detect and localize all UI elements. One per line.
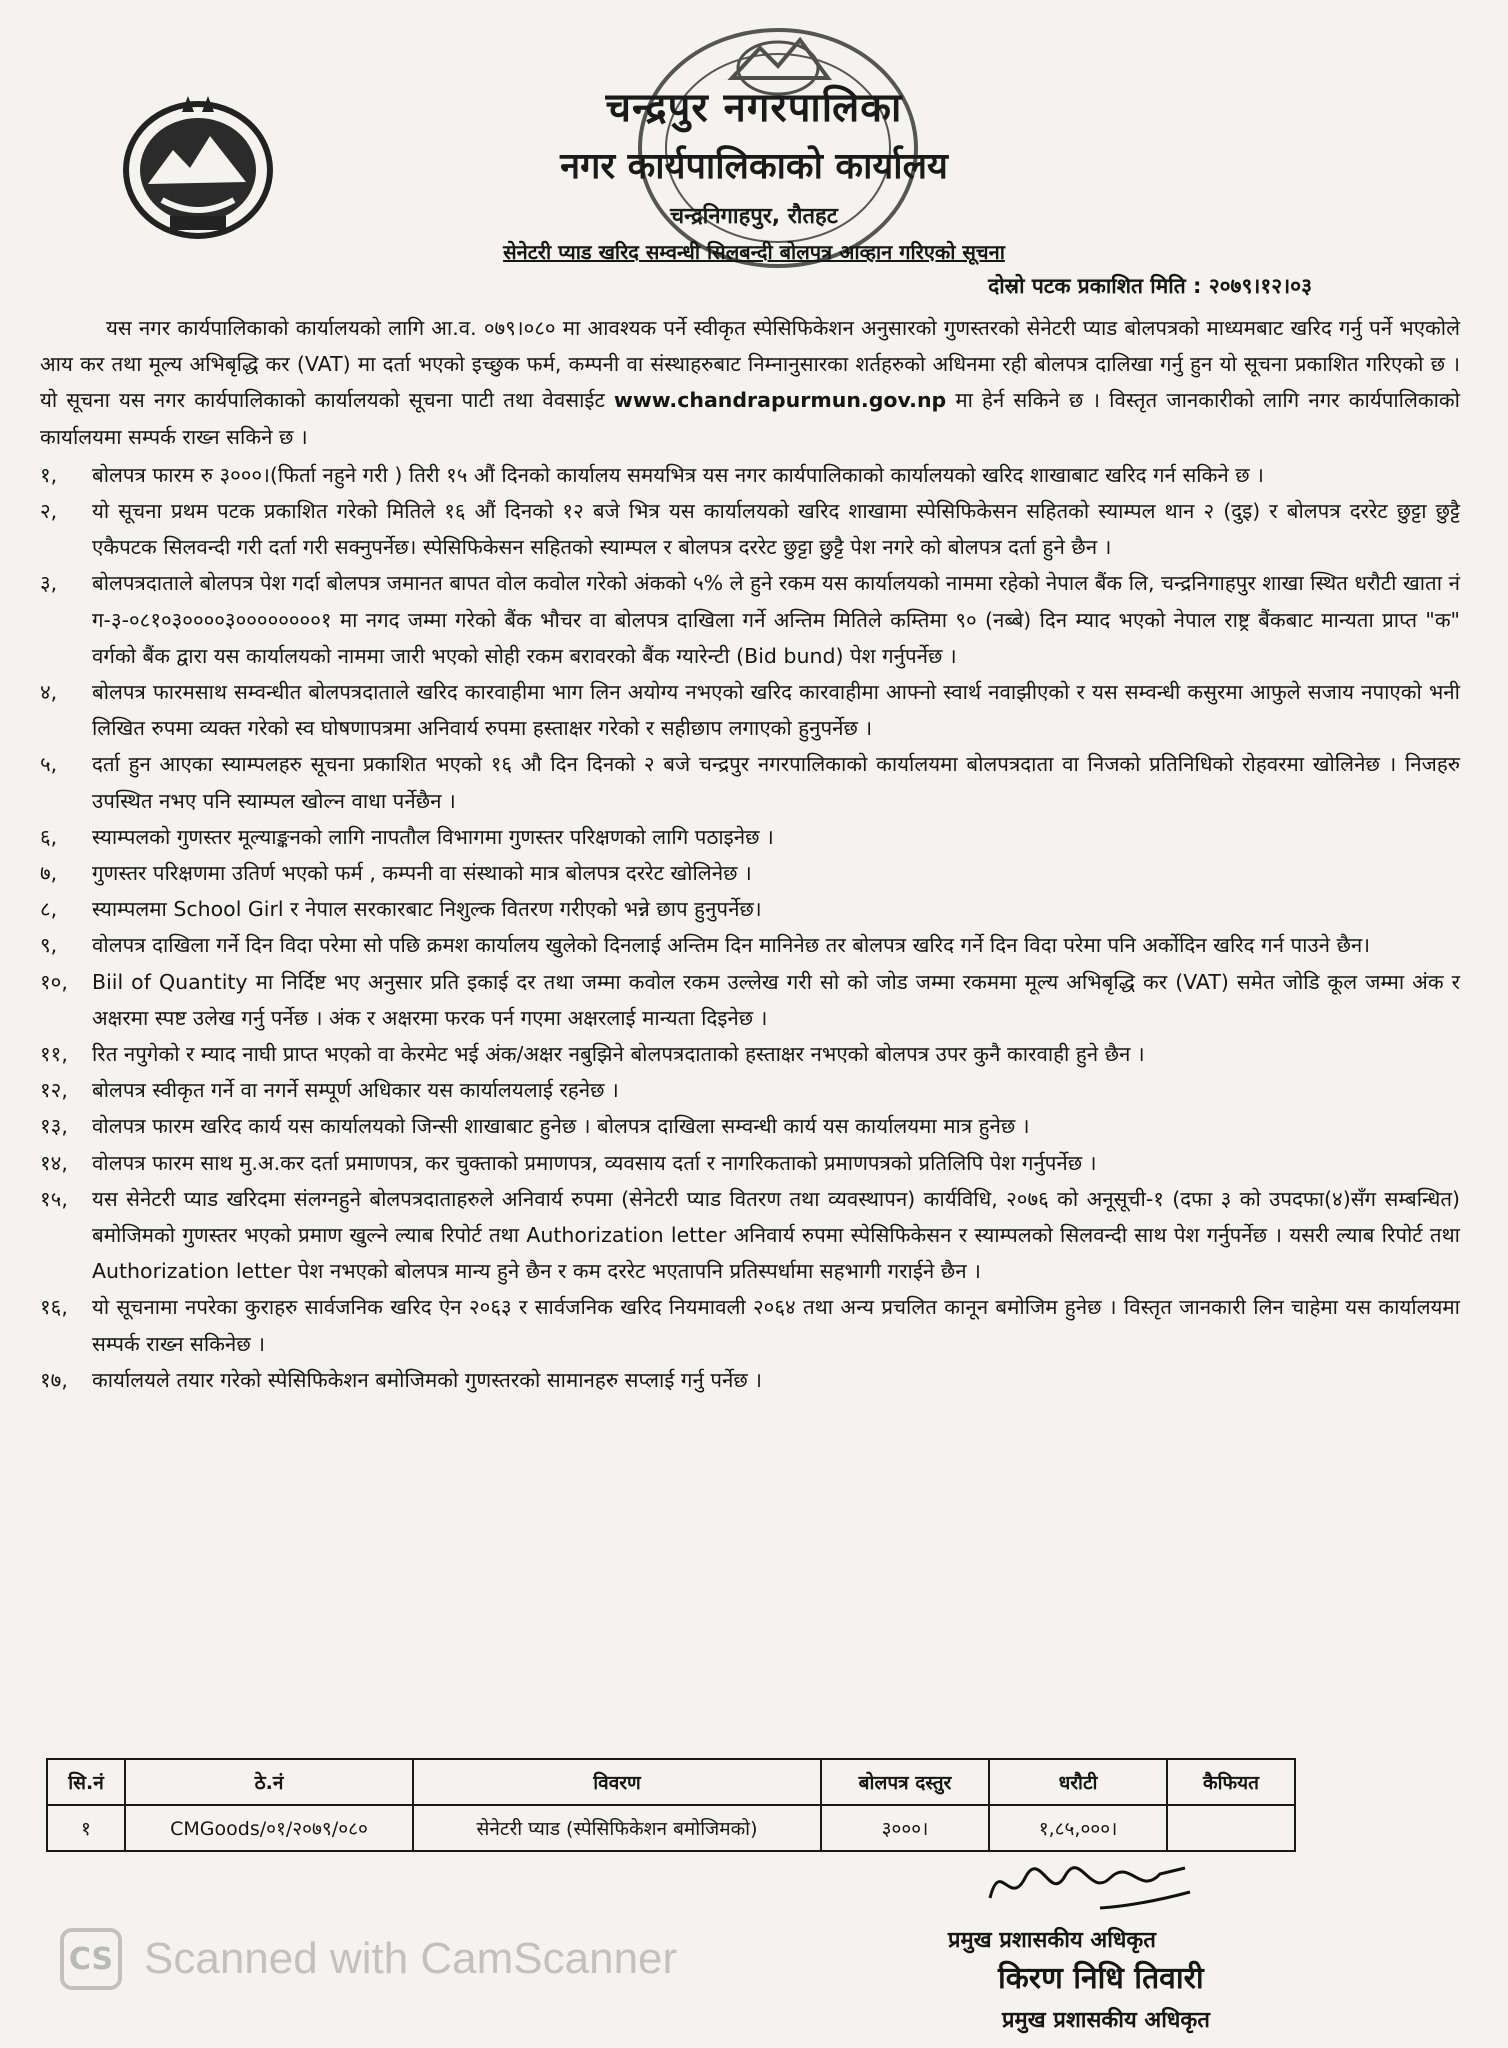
published-date: दोस्रो पटक प्रकाशित मिति : २०७९।१२।०३ xyxy=(988,274,1312,298)
signatory-role-stamp: प्रमुख प्रशासकीय अधिकृत xyxy=(1002,2008,1210,2033)
condition-item: ९, वोलपत्र दाखिला गर्ने दिन विदा परेमा सो पछि क्रमश कार्यालय खुलेको दिनलाई अन्तिम दिन मानिनेछ तर बोलपत्र खरिद गर्ने दिन विदा परेमा पनि अर्कोदिन खरिद गर्न पाउने छैन। xyxy=(40,933,1371,958)
conditions-list xyxy=(40,457,1460,1398)
intro-text-end: मा हेर्न सकिने छ । विस्तृत जानकारीको लागि नगर कार्यपालिकाको कार्यालयमा सम्पर्क राख्न सकिने छ । xyxy=(40,388,1460,449)
col-deposit: धरौटी xyxy=(989,1759,1167,1805)
intro-paragraph xyxy=(40,310,1460,455)
website-link[interactable]: www.chandrapurmun.gov.np xyxy=(613,388,947,413)
condition-item: ८, स्याम्पलमा School Girl र नेपाल सरकारबाट निशुल्क वितरण गरीएको भन्ने छाप हुनुपर्नेछ। xyxy=(40,897,762,922)
cell-description: सेनेटरी प्याड (स्पेसिफिकेशन बमोजिमको) xyxy=(413,1805,821,1851)
condition-item: ११, रित नपुगेको र म्याद नाघी प्राप्त भएको वा केरमेट भई अंक/अक्षर नबुझिने बोलपत्रदाताको हस्ताक्षर नभएको बोलपत्र उपर कुनै कारवाही हुने छैन । xyxy=(40,1042,1145,1067)
watermark-text: Scanned with CamScanner xyxy=(144,1934,678,1983)
municipality-name: चन्द्रपुर नगरपालिका xyxy=(605,85,903,131)
cell-contract-no: CMGoods/०१/२०७९/०८० xyxy=(125,1805,413,1851)
condition-item: ७, गुणस्तर परिक्षणमा उतिर्ण भएको फर्म , कम्पनी वा संस्थाको मात्र बोलपत्र दररेट खोलिनेछ । xyxy=(40,861,752,886)
col-contract-no: ठे.नं xyxy=(125,1759,413,1805)
camscanner-watermark xyxy=(60,1928,677,1990)
condition-item: १०, Biil of Quantity मा निर्दिष्ट भए अनुसार प्रति इकाई दर तथा जम्मा कवोल रकम उल्लेख गरी सो को जोड जम्मा रकममा मूल्य अभिबृद्धि कर (VAT) समेत जोडि कूल जम्मा अंक र अक्षरमा स्पष्ट उलेख गर्नु पर्नेछ । अंक र अक्षरमा फरक पर्न गएमा अक्षरलाई मान्यता दिइनेछ । xyxy=(40,969,1460,1030)
col-remarks: कैफियत xyxy=(1167,1759,1295,1805)
office-location: चन्द्रनिगाहपुर, रौतहट xyxy=(670,204,838,229)
condition-item: २, यो सूचना प्रथम पटक प्रकाशित गरेको मितिले १६ औं दिनको १२ बजे भित्र यस कार्यालयको खरिद शाखामा स्पेसिफिकेसन सहितको स्याम्पल थान २ (दुइ) र बोलपत्र दररेट छुट्टा छुट्टै एकैपटक सिलवन्दी गरी दर्ता गरी सक्नुपर्नेछ। स्पेसिफिकेसन सहितको स्याम्पल र बोलपत्र दररेट छुट्टा छुट्टै पेश नगरे को बोलपत्र दर्ता हुने छैन । xyxy=(40,499,1460,560)
col-bid-fee: बोलपत्र दस्तुर xyxy=(821,1759,989,1805)
condition-item: १४, वोलपत्र फारम साथ मु.अ.कर दर्ता प्रमाणपत्र, कर चुक्ताको प्रमाणपत्र, व्यवसाय दर्ता र नागरिकताको प्रमाणपत्रको प्रतिलिपि पेश गर्नुपर्नेछ । xyxy=(40,1150,1097,1175)
condition-item: ६, स्याम्पलको गुणस्तर मूल्याङ्कनको लागि नापतौल विभागमा गुणस्तर परिक्षणको लागि पठाइनेछ । xyxy=(40,824,774,849)
cell-remarks xyxy=(1167,1805,1295,1851)
notice-body xyxy=(40,310,1460,1398)
signatory-role: प्रमुख प्रशासकीय अधिकृत xyxy=(948,1928,1156,1953)
condition-item: ३, बोलपत्रदाताले बोलपत्र पेश गर्दा बोलपत्र जमानत बापत वोल कवोल गरेको अंकको ५% ले हुने रकम यस कार्यालयको नाममा रहेको नेपाल बैंक लि, चन्द्रनिगाहपुर शाखा स्थित धरौटी खाता नं ग-३-०८१०३००००३००००००००१ मा नगद जम्मा गरेको बैंक भौचर वा बोलपत्र दाखिला गर्ने अन्तिम मितिले कम्तिमा ९० (नब्बे) दिन म्याद भएको नेपाल राष्ट्र बैंकबाट मान्यता प्राप्त "क" वर्गको बैंक द्वारा यस कार्यालयको नाममा जारी भएको सोही रकम बरावरको बैंक ग्यारेन्टी (Bid bund) पेश गर्नुपर्नेछ । xyxy=(40,571,1460,668)
condition-item: १, बोलपत्र फारम रु ३०००।(फिर्ता नहुने गरी ) तिरी १५ औं दिनको कार्यालय समयभित्र यस नगर कार्यपालिकाको कार्यालयको खरिद शाखाबाट खरिद गर्न सकिने छ । xyxy=(40,462,1264,487)
condition-item: १३, वोलपत्र फारम खरिद कार्य यस कार्यालयको जिन्सी शाखाबाट हुनेछ । बोलपत्र दाखिला सम्वन्धी कार्य यस कार्यालयमा मात्र हुनेछ । xyxy=(40,1114,1030,1139)
cell-serial: १ xyxy=(47,1805,125,1851)
table-row xyxy=(47,1805,1295,1851)
condition-item: १२, बोलपत्र स्वीकृत गर्ने वा नगर्ने सम्पूर्ण अधिकार यस कार्यालयलाई रहनेछ । xyxy=(40,1078,619,1103)
cell-deposit: १,८५,०००। xyxy=(989,1805,1167,1851)
notice-subject: सेनेटरी प्याड खरिद सम्वन्धी सिलबन्दी बोलपत्र आव्हान गरिएको सूचना xyxy=(503,240,1005,264)
condition-item: १६, यो सूचनामा नपरेका कुराहरु सार्वजनिक खरिद ऐन २०६३ र सार्वजनिक खरिद नियमावली २०६४ तथा अन्य प्रचलित कानून बमोजिम हुनेछ । विस्तृत जानकारी लिन चाहेमा यस कार्यालयमा सम्पर्क राख्न सकिनेछ । xyxy=(40,1295,1460,1356)
col-serial: सि.नं xyxy=(47,1759,125,1805)
signatory-name: किरण निधि तिवारी xyxy=(998,1961,1204,1996)
condition-item: १७, कार्यालयले तयार गरेको स्पेसिफिकेशन बमोजिमको गुणस्तरको सामानहरु सप्लाई गर्नु पर्नेछ । xyxy=(40,1367,763,1392)
condition-item: ५, दर्ता हुन आएका स्याम्पलहरु सूचना प्रकाशित भएको १६ औ दिन दिनको २ बजे चन्द्रपुर नगरपालिकाको कार्यालयमा बोलपत्रदाता वा निजको प्रतिनिधिको रोहवरमा खोलिनेछ । निजहरु उपस्थित नभए पनि स्याम्पल खोल्न वाधा पर्नेछैन । xyxy=(40,752,1460,813)
signature-icon xyxy=(980,1848,1200,1918)
col-description: विवरण xyxy=(413,1759,821,1805)
office-name: नगर कार्यपालिकाको कार्यालय xyxy=(560,146,948,187)
camscanner-logo-icon: CS xyxy=(60,1928,122,1990)
condition-item: ४, बोलपत्र फारमसाथ सम्वन्धीत बोलपत्रदाताले खरिद कारवाहीमा भाग लिन अयोग्य नभएको खरिद कारवाहीमा आफ्नो स्वार्थ नवाझीएको र यस सम्वन्धी कसुरमा आफुले सजाय नपाएको भनी लिखित रुपमा व्यक्त गरेको स्व घोषणापत्रमा अनिवार्य रुपमा हस्ताक्षर गरेको र सहीछाप लगाएको हुनुपर्नेछ । xyxy=(40,680,1460,741)
bid-table xyxy=(46,1758,1296,1852)
intro-text: यस नगर कार्यपालिकाको कार्यालयको लागि आ.व. ०७९।०८० मा आवश्यक पर्ने स्वीकृत स्पेसिफिकेशन अनुसारको गुणस्तरको सेनेटरी प्याड बोलपत्रको माध्यमबाट खरिद गर्नु पर्ने भएकोले आय कर तथा मूल्य अभिबृद्धि कर (VAT) मा दर्ता भएको इच्छुक फर्म, कम्पनी वा संस्थाहरुबाट निम्नानुसारका शर्तहरुको अधिनमा रही बोलपत्र दालिखा गर्नु हुन यो सूचना प्रकाशित गरिएको छ । यो सूचना यस नगर कार्यपालिकाको कार्यालयको सूचना पाटी तथा वेवसाईट xyxy=(40,316,1460,413)
cell-bid-fee: ३०००। xyxy=(821,1805,989,1851)
table-header-row xyxy=(47,1759,1295,1805)
condition-item: १५, यस सेनेटरी प्याड खरिदमा संलग्नहुने बोलपत्रदाताहरुले अनिवार्य रुपमा (सेनेटरी प्याड वितरण तथा व्यवस्थापन) कार्यविधि, २०७६ को अनूसूची-१ (दफा ३ को उपदफा(४)सँग सम्बन्धित) बमोजिमको गुणस्तर भएको प्रमाण खुल्ने ल्याब रिपोर्ट तथा Authorization letter अनिवार्य रुपमा स्पेसिफिकेसन र स्याम्पलको सिलवन्दी साथ पेश गर्नुपर्नेछ । यसरी ल्याब रिपोर्ट तथा Authorization letter पेश नभएको बोलपत्र मान्य हुने छैन र कम दररेट भएतापनि प्रतिस्पर्धामा सहभागी गराईने छैन । xyxy=(40,1186,1460,1284)
